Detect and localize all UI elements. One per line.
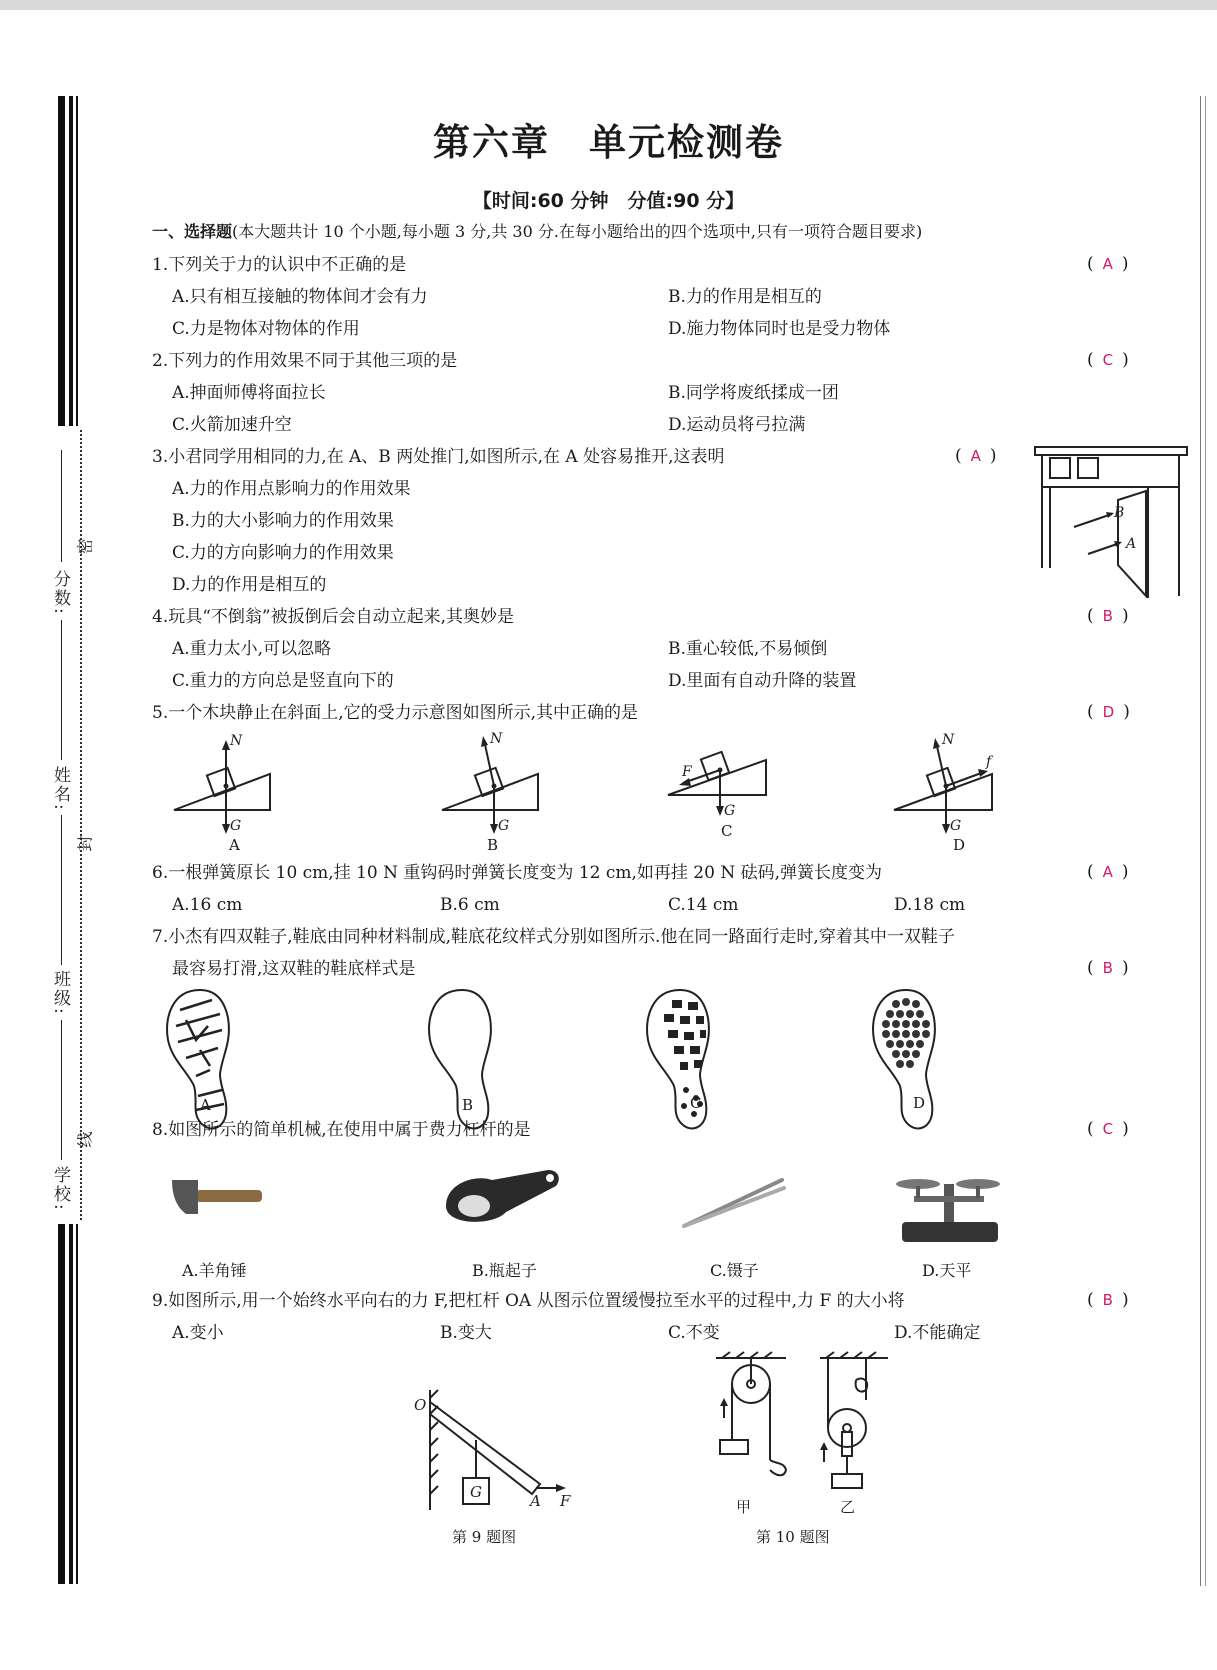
section-note: (本大题共计 10 个小题,每小题 3 分,共 30 分.在每小题给出的四个选项中,只有一项符合题目要求) xyxy=(232,222,923,241)
q4-stem: 4.玩具“不倒翁”被扳倒后会自动立起来,其奥妙是 xyxy=(152,607,515,627)
q4-answer: ( B ) xyxy=(1087,606,1129,626)
section-title: 一、选择题 xyxy=(152,222,233,241)
q1-option-b: B.力的作用是相互的 xyxy=(668,287,822,307)
label-g-c: G xyxy=(724,803,736,819)
q4-option-c: C.重力的方向总是竖直向下的 xyxy=(172,671,394,691)
q1-option-d: D.施力物体同时也是受力物体 xyxy=(668,319,891,339)
q6-option-d: D.18 cm xyxy=(894,895,966,915)
lever-label-a: A xyxy=(530,1492,541,1510)
pulley-label-yi: 乙 xyxy=(840,1498,856,1516)
q2-option-c: C.火箭加速升空 xyxy=(172,415,292,435)
door-label-a: A xyxy=(1126,536,1137,552)
q7-answer: ( B ) xyxy=(1087,958,1129,978)
page-subtitle: 【时间:60 分钟 分值:90 分】 xyxy=(472,190,745,212)
q9-option-d: D.不能确定 xyxy=(894,1323,981,1343)
q6-stem: 6.一根弹簧原长 10 cm,挂 10 N 重钩码时弹簧长度变为 12 cm,如再挂 20 N 砝码,弹簧长度变为 xyxy=(152,863,883,883)
label-f-c: F xyxy=(682,764,692,780)
q2-answer: ( C ) xyxy=(1087,350,1129,370)
q6-option-c: C.14 cm xyxy=(668,895,739,915)
field-score: 分数: xyxy=(50,570,70,616)
q6-option-a: A.16 cm xyxy=(172,895,243,915)
field-class: 班级: xyxy=(50,970,70,1016)
q2-option-a: A.抻面师傅将面拉长 xyxy=(172,383,326,403)
q5-stem: 5.一个木块静止在斜面上,它的受力示意图如图所示,其中正确的是 xyxy=(152,703,639,723)
q3-option-d: D.力的作用是相互的 xyxy=(172,575,327,595)
field-name: 姓名: xyxy=(50,766,70,812)
label-friction-d: f xyxy=(986,754,992,770)
q3-answer: ( A ) xyxy=(955,446,997,466)
lever-label-g: G xyxy=(470,1483,482,1501)
q1-answer: ( A ) xyxy=(1087,254,1129,274)
q8-answer: ( C ) xyxy=(1087,1119,1129,1139)
q5-answer: ( D ) xyxy=(1087,702,1130,722)
q7-caption-c: C xyxy=(690,1094,702,1112)
q6-answer: ( A ) xyxy=(1087,862,1129,882)
figure-caption-9: 第 9 题图 xyxy=(452,1528,517,1546)
q7-caption-a: A xyxy=(200,1096,211,1114)
page-title: 第六章 单元检测卷 xyxy=(433,121,784,164)
label-g-d: G xyxy=(950,818,962,834)
q3-stem: 3.小君同学用相同的力,在 A、B 两处推门,如图所示,在 A 处容易推开,这表明 xyxy=(152,447,725,467)
q1-option-c: C.力是物体对物体的作用 xyxy=(172,319,360,339)
label-n-b: N xyxy=(490,731,503,747)
q1-option-a: A.只有相互接触的物体间才会有力 xyxy=(172,287,428,307)
q9-option-a: A.变小 xyxy=(172,1323,224,1343)
q3-option-b: B.力的大小影响力的作用效果 xyxy=(172,511,394,531)
q8-stem: 8.如图所示的简单机械,在使用中属于费力杠杆的是 xyxy=(152,1120,531,1140)
q8-option-d: D.天平 xyxy=(922,1261,972,1280)
q8-option-c: C.镊子 xyxy=(710,1261,759,1280)
seal-feng: 封 xyxy=(75,835,95,852)
q2-option-d: D.运动员将弓拉满 xyxy=(668,415,806,435)
lever-label-f: F xyxy=(560,1492,571,1510)
seal-mi: 密 xyxy=(75,538,95,555)
q9-stem: 9.如图所示,用一个始终水平向右的力 F,把杠杆 OA 从图示位置缓慢拉至水平的过程中,力 F 的大小将 xyxy=(152,1291,905,1311)
q9-option-b: B.变大 xyxy=(440,1323,492,1343)
q4-option-a: A.重力太小,可以忽略 xyxy=(172,639,332,659)
label-g-a: G xyxy=(230,818,242,834)
q9-option-c: C.不变 xyxy=(668,1323,720,1343)
q2-option-b: B.同学将废纸揉成一团 xyxy=(668,383,839,403)
q5-caption-c: C xyxy=(721,822,733,840)
q4-option-d: D.里面有自动升降的装置 xyxy=(668,671,857,691)
door-label-b: B xyxy=(1114,505,1125,521)
pulley-label-jia: 甲 xyxy=(736,1498,752,1516)
q4-option-b: B.重心较低,不易倾倒 xyxy=(668,639,828,659)
q6-option-b: B.6 cm xyxy=(440,895,500,915)
q7-stem-line2: 最容易打滑,这双鞋的鞋底样式是 xyxy=(172,959,416,979)
q1-stem: 1.下列关于力的认识中不正确的是 xyxy=(152,255,407,275)
q3-option-c: C.力的方向影响力的作用效果 xyxy=(172,543,394,563)
label-n-d: N xyxy=(942,732,955,748)
q8-option-b: B.瓶起子 xyxy=(472,1261,537,1280)
label-g-b: G xyxy=(498,818,510,834)
figure-caption-10: 第 10 题图 xyxy=(756,1528,830,1546)
q7-caption-d: D xyxy=(913,1094,926,1112)
field-school: 学校: xyxy=(50,1166,70,1212)
seal-xian: 线 xyxy=(75,1131,95,1148)
q5-caption-a: A xyxy=(229,836,240,854)
q8-option-a: A.羊角锤 xyxy=(182,1261,247,1280)
q3-option-a: A.力的作用点影响力的作用效果 xyxy=(172,479,411,499)
q9-answer: ( B ) xyxy=(1087,1290,1129,1310)
q5-caption-d: D xyxy=(953,836,966,854)
q2-stem: 2.下列力的作用效果不同于其他三项的是 xyxy=(152,351,458,371)
label-n-a: N xyxy=(230,733,243,749)
q7-caption-b: B xyxy=(462,1096,474,1114)
q7-stem: 7.小杰有四双鞋子,鞋底由同种材料制成,鞋底花纹样式分别如图所示.他在同一路面行走时,穿着其中一双鞋子 xyxy=(152,927,955,947)
q5-caption-b: B xyxy=(487,836,499,854)
lever-label-o: O xyxy=(414,1396,427,1414)
